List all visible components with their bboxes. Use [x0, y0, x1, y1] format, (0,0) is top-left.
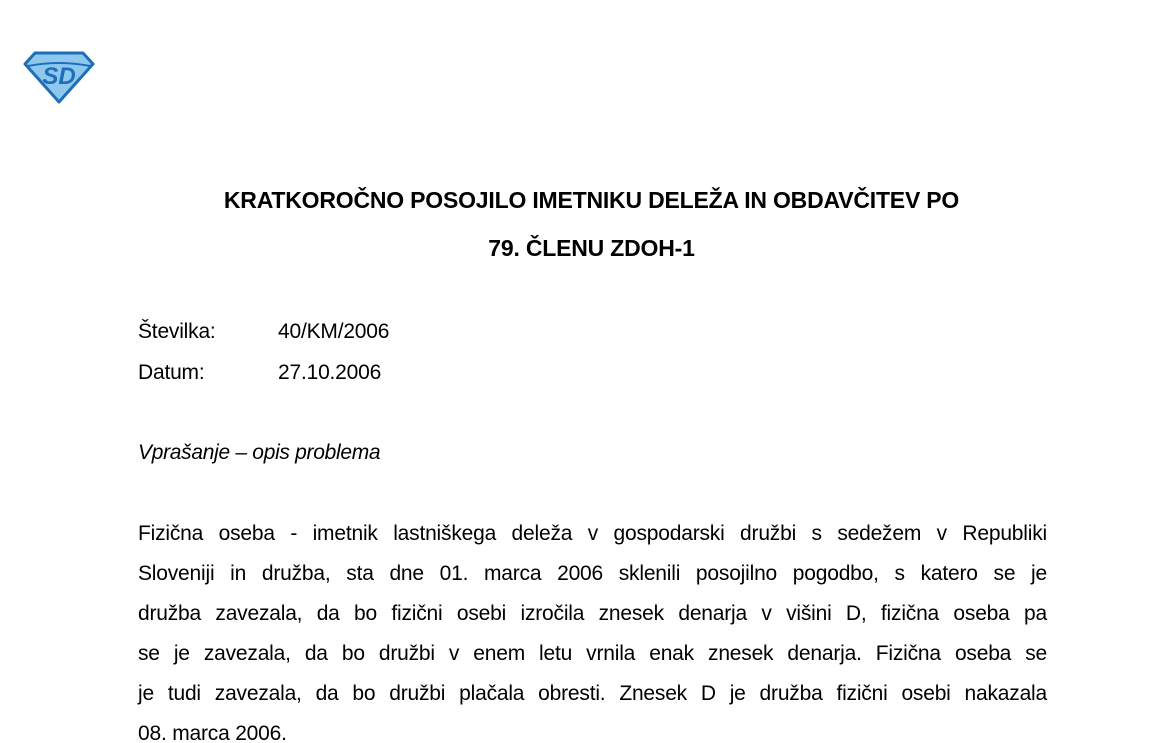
paragraph-line-1: Fizična oseba - imetnik lastniškega deleža v gospodarski družbi s sedežem v Republiki [138, 522, 1047, 545]
meta-number-row [138, 319, 389, 345]
paragraph-line-6: 08. marca 2006. [138, 722, 287, 743]
paragraph-line-3: družba zavezala, da bo fizični osebi izročila znesek denarja v višini D, fizična oseba pa [138, 602, 1047, 625]
document-title-line-1: KRATKOROČNO POSOJILO IMETNIKU DELEŽA IN OBDAVČITEV PO [223, 187, 960, 213]
logo-letters: SD [42, 63, 76, 90]
meta-number-label: Številka: [138, 320, 216, 343]
meta-date-row [138, 360, 381, 386]
paragraph-line-5: je tudi zavezala, da bo družbi plačala obresti. Znesek D je družba fizični osebi nakazala [138, 682, 1047, 705]
meta-number-value: 40/KM/2006 [278, 320, 390, 343]
paragraph-line-2: Sloveniji in družba, sta dne 01. marca 2006 sklenili posojilno pogodbo, s katero se je [138, 562, 1047, 585]
section-heading: Vprašanje – opis problema [138, 441, 381, 464]
paragraph-line-4: se je zavezala, da bo družbi v enem letu vrnila enak znesek denarja. Fizična oseba se [138, 642, 1047, 665]
company-logo [22, 50, 96, 104]
meta-date-value: 27.10.2006 [278, 361, 382, 384]
meta-date-label: Datum: [138, 361, 205, 384]
document-title-line-2: 79. ČLENU ZDOH-1 [488, 235, 695, 261]
